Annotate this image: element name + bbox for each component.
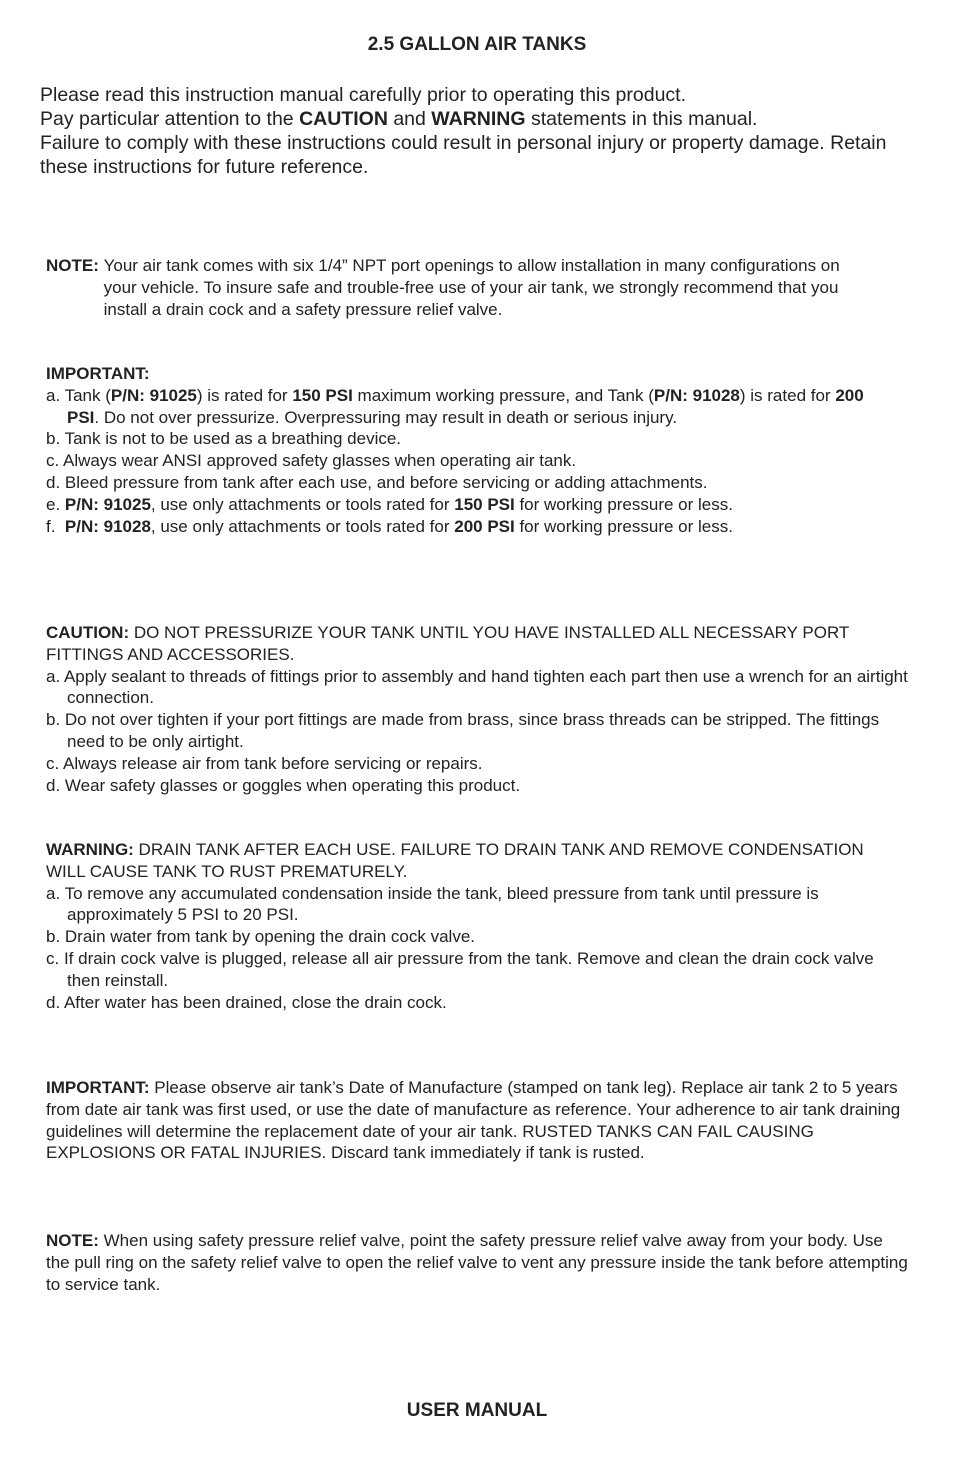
page-title: 2.5 GALLON AIR TANKS [367, 34, 587, 55]
warning-heading [46, 839, 901, 883]
warning-item-b: b. Drain water from tank by opening the drain cock valve. [46, 927, 475, 947]
caution-keyword: CAUTION [299, 108, 388, 130]
warning-keyword: WARNING [431, 108, 526, 130]
important-item-c: c. Always wear ANSI approved safety glasses when operating air tank. [46, 451, 577, 471]
intro-text: and [387, 108, 432, 130]
intro-text: statements in this manual. [525, 108, 758, 130]
important-paragraph [46, 1077, 911, 1164]
caution-heading [46, 622, 911, 666]
note-section-1 [46, 255, 861, 320]
footer-label: USER MANUAL [406, 1400, 548, 1421]
warning-label: WARNING: [46, 840, 134, 859]
note-label: NOTE: [46, 1231, 99, 1250]
intro-text: Pay particular attention to the [40, 108, 300, 130]
caution-item-a: a. Apply sealant to threads of fittings prior to assembly and hand tighten each part then use a wrench for an airtight connection. [46, 666, 908, 708]
intro-line-1: Please read this instruction manual carefully prior to operating this product. [40, 84, 687, 106]
caution-item-b: b. Do not over tighten if your port fittings are made from brass, since brass threads can be stripped. The fittings need to be only airtight. [46, 710, 880, 751]
important-item-d: d. Bleed pressure from tank after each use, and before servicing or adding attachments. [46, 472, 708, 492]
important-section-1 [46, 363, 886, 537]
note-section-2 [46, 1230, 911, 1295]
warning-item-d: d. After water has been drained, close the drain cock. [46, 992, 447, 1012]
important-item-b: b. Tank is not to be used as a breathing device. [46, 429, 402, 449]
intro-line-3: Failure to comply with these instructions could result in personal injury or property damage. Retain these instructions for future reference. [40, 132, 887, 178]
warning-item-c: c. If drain cock valve is plugged, release all air pressure from the tank. Remove and clean the drain cock valve then reinstall. [46, 948, 874, 990]
warning-text: DRAIN TANK AFTER EACH USE. FAILURE TO DRAIN TANK AND REMOVE CONDENSATION WILL CAUSE TANK TO RUST PREMATURELY. [46, 840, 864, 881]
intro-paragraph [40, 83, 920, 179]
note-text: Your air tank comes with six 1/4” NPT port openings to allow installation in many configurations on your vehicle. To insure safe and trouble-free use of your air tank, we strongly recommend that you install a drain cock and a safety pressure relief valve. [103, 256, 840, 319]
caution-item-d: d. Wear safety glasses or goggles when operating this product. [46, 775, 521, 795]
caution-text: DO NOT PRESSURIZE YOUR TANK UNTIL YOU HAVE INSTALLED ALL NECESSARY PORT FITTINGS AND ACCESSORIES. [46, 623, 849, 664]
important-item-f: f. P/N: 91028, use only attachments or tools rated for 200 PSI for working pressure or less. [46, 516, 733, 536]
warning-item-a: a. To remove any accumulated condensation inside the tank, bleed pressure from tank until pressure is approximately 5 PSI to 20 PSI. [46, 883, 819, 925]
important-item-a: a. Tank (P/N: 91025) is rated for 150 PSI maximum working pressure, and Tank (P/N: 91028) is rated for 200 PSI. Do not over pressurize. Overpressuring may result in death or serious injury. [46, 385, 864, 427]
important-text: Please observe air tank’s Date of Manufacture (stamped on tank leg). Replace air tank 2 to 5 years from date air tank was first used, or use the date of manufacture as reference. Your adherence to air tank draining guidelines will determine the replacement date of your air tank. RUSTED TANKS CAN FAIL CAUSING EXPLOSIONS OR FATAL INJURIES. Discard tank immediately if tank is rusted. [46, 1078, 901, 1163]
note-text: When using safety pressure relief valve, point the safety pressure relief valve away from your body. Use the pull ring on the safety relief valve to open the relief valve to vent any pressure inside the tank before attempting to service tank. [46, 1231, 908, 1294]
important-label: IMPORTANT: [46, 364, 150, 383]
caution-item-c: c. Always release air from tank before servicing or repairs. [46, 753, 483, 773]
note-paragraph [46, 1230, 911, 1295]
warning-section [46, 839, 901, 1013]
caution-label: CAUTION: [46, 623, 130, 642]
important-section-2 [46, 1077, 911, 1164]
intro-line-2 [40, 107, 920, 131]
important-item-e: e. P/N: 91025, use only attachments or tools rated for 150 PSI for working pressure or less. [46, 494, 733, 514]
important-label: IMPORTANT: [46, 1078, 150, 1097]
caution-section [46, 622, 911, 796]
note-label: NOTE: [46, 256, 104, 275]
